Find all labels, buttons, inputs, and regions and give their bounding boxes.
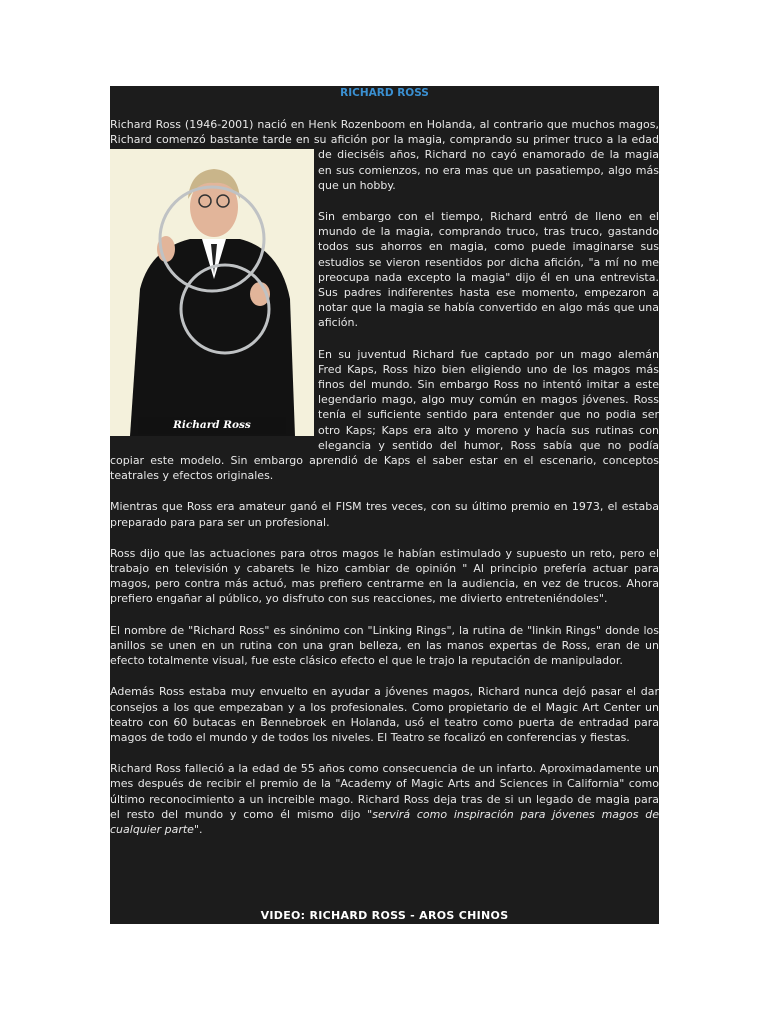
paragraph-4: Mientras que Ross era amateur ganó el FISM tres veces, con su último premio en 1973, el estaba preparado para para ser un profesional. <box>110 500 659 529</box>
paragraph-8-end: . <box>199 822 203 836</box>
paragraph-1-text: Richard Ross (1946-2001) nació en Henk Rozenboom en Holanda, al contrario que muchos magos, Richard comenzó bastante tarde en su afición por la magia, comprando su primer <box>110 118 659 147</box>
paragraph-3: En su juventud Richard fue captado por un mago alemán Fred Kaps, Ross hizo bien eligiendo uno de los magos más finos del mundo. Sin embargo Ross no intentó imitar a este legendario mago, algo muy común en magos jóvenes. Ross tenía el suficiente sentido para entender que no podia ser otro Kaps; Kaps era alto y moreno y hacía sus rutinas con elegancia y sentido del humor, Ross sabía que no podía copiar este modelo. Sin embargo aprendió de Kaps el saber estar en el escenario, conceptos teatrales y efectos originales. <box>110 347 659 483</box>
magician-figure <box>110 149 314 436</box>
article-panel <box>110 86 659 924</box>
paragraph-2: Sin embargo con el tiempo, Richard entró de lleno en el mundo de la magia, comprando truco, tras truco, gastando todos sus ahorros en magia, como puede imaginarse sus estudios se vieron resentidos por dicha afición, "a mí no me preocupa nada excepto la magia" dijo él en una entrevista. Sus padres indiferentes hasta ese momento, empezaron a notar que la magia se había convertido en algo más que una afición. <box>318 210 659 330</box>
paragraph-8 <box>110 761 659 837</box>
article-body <box>110 117 659 837</box>
video-title: VIDEO: RICHARD ROSS - AROS CHINOS <box>260 909 509 922</box>
paragraph-8-text: Richard Ross falleció a la edad de 55 años como consecuencia de un infarto. Aproximadamente un mes después de recibir el premio de la "Academy of Magic Arts and Sciences in California" como último reconocimiento a un increible mago. Richard Ross deja tras de si un legado de magia para el resto del mundo y como él mismo dijo <box>110 762 659 821</box>
paragraph-1-rest: truco a la edad de dieciséis años, Richard no cayó enamorado de la magia en sus comienzos, no era mas que un pasatiempo, algo más que un hobby. <box>318 133 659 192</box>
richard-ross-photo <box>110 149 314 436</box>
paragraph-7: Además Ross estaba muy envuelto en ayudar a jóvenes magos, Richard nunca dejó pasar el dar consejos a los que empezaban y a los profesionales. Como propietario de el Magic Art Center un teatro con 60 butacas en Bennebroek en Holanda, usó el teatro como puerta de entradad para magos de todo el mundo y de todos los niveles. El Teatro se focalizó en conferencias y fiestas. <box>110 685 659 744</box>
ross-quote: "servirá como inspiración para jóvenes magos de cualquier parte" <box>110 807 659 836</box>
paragraph-6: El nombre de "Richard Ross" es sinónimo con "Linking Rings", la rutina de "linkin Rings" donde los anillos se unen en un rutina con una gran belleza, en las manos expertas de Ross, eran de un efecto totalmente visual, fue este clásico efecto el que le trajo la reputación de manipulador. <box>110 623 659 668</box>
photo-caption: Richard Ross <box>138 417 286 434</box>
article-title: RICHARD ROSS <box>340 87 429 99</box>
paragraph-5: Ross dijo que las actuaciones para otros magos le habían estimulado y supuesto un reto, pero el trabajo en televisión y cabarets le hizo cambiar de opinión " Al principio prefería actuar para magos, pero contra más actuó, mas prefiero centrarme en la audiencia, en vez de trucos. Ahora prefiero engañar al público, yo disfruto con sus reacciones, me divierto entreteniéndoles". <box>110 546 659 606</box>
